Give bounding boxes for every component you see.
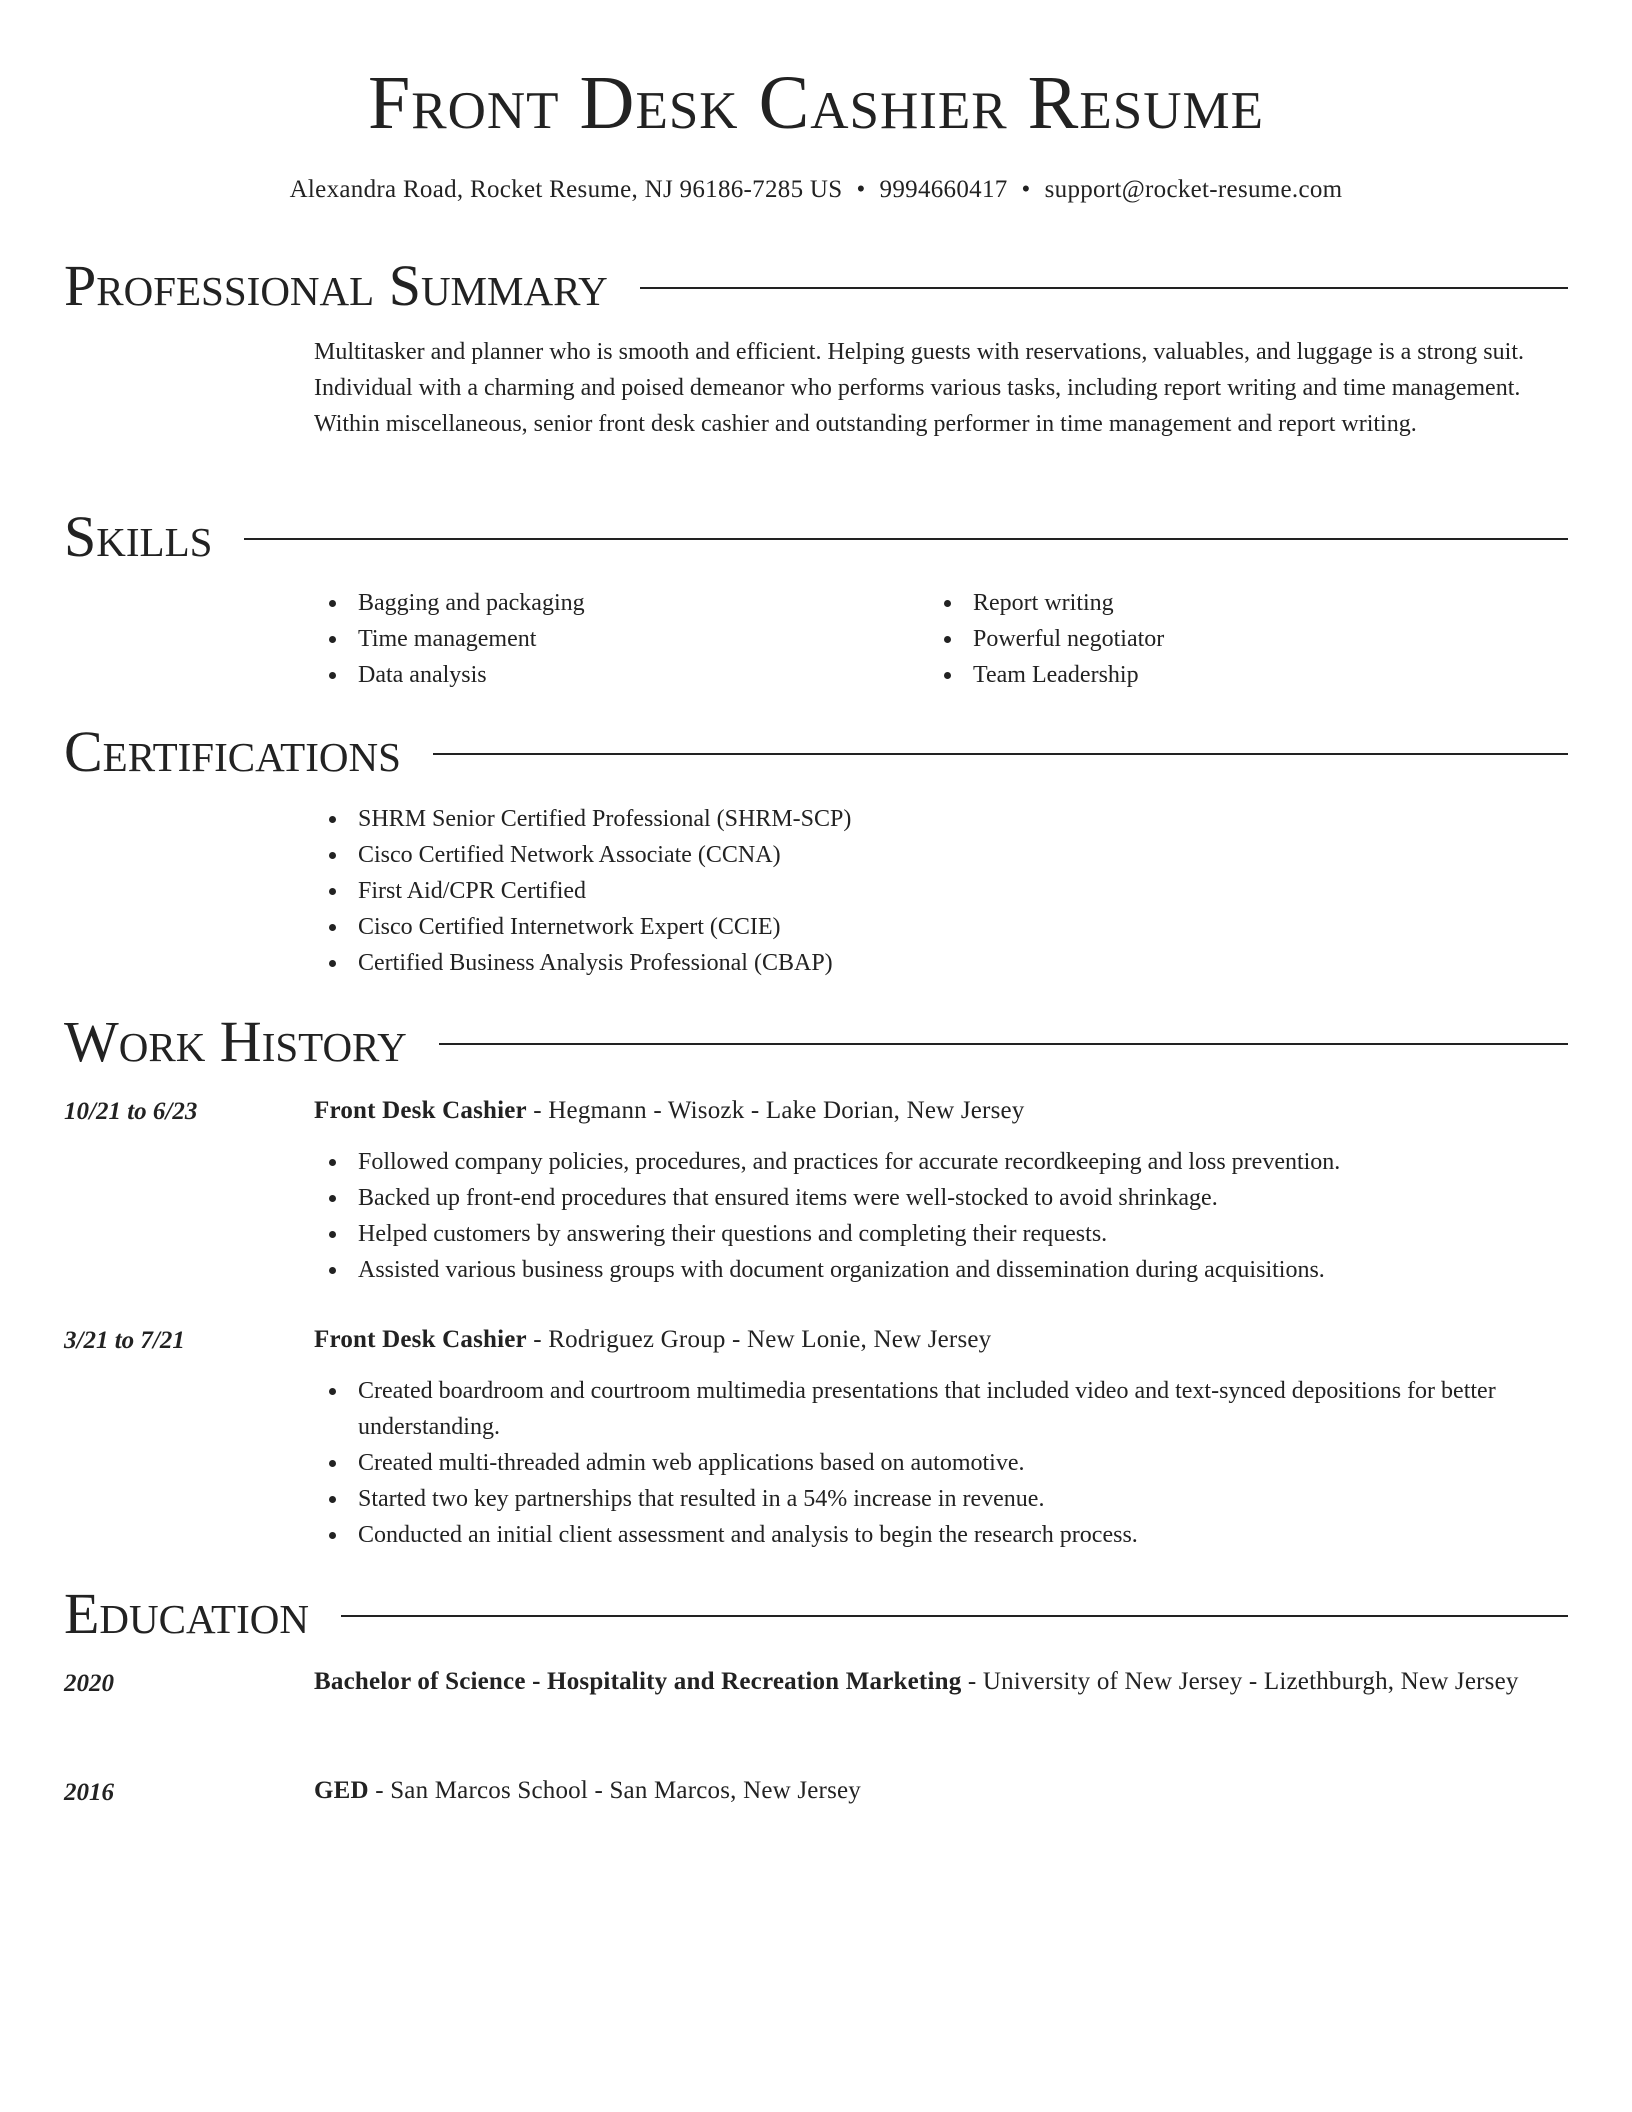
contact-phone: 9994660417 [879,176,1008,203]
certification-item [314,945,1568,981]
certification-item [314,801,1568,837]
job-title: Front Desk Cashier [314,1326,527,1353]
skills-heading: Skills [64,504,213,569]
work-section-header [64,1007,1568,1077]
skill-item [929,657,1568,693]
education-degree: GED [314,1777,369,1804]
education-section-header [64,1579,1568,1649]
job-bullet-text: Conducted an initial client assessment and analysis to begin the research process. [358,1522,1138,1548]
section-divider [439,1043,1568,1045]
skill-item [314,585,929,621]
skill-label: Team Leadership [973,662,1139,688]
summary-text: Multitasker and planner who is smooth and efficient. Helping guests with reservations, valuables, and luggage is a strong suit. Individual with a charming and poised demeanor who performs various tasks, including report writing and time management. Within miscellaneous, senior front desk cashier and outstanding performer in time management and report writing. [314,339,1524,437]
bullet-icon [329,1231,336,1238]
certification-item [314,873,1568,909]
job-bullet [314,1144,1568,1180]
work-heading: Work History [64,1009,407,1074]
contact-separator: • [1021,176,1031,203]
section-divider [341,1615,1568,1617]
education-details: - University of New Jersey - Lizethburgh, New Jersey [961,1668,1519,1695]
job-bullet [314,1481,1568,1517]
summary-heading: Professional Summary [64,253,608,318]
contact-email: support@rocket-resume.com [1044,176,1343,203]
bullet-icon [329,672,336,679]
bullet-icon [329,1388,336,1395]
bullet-icon [329,1195,336,1202]
education-year: 2016 [64,1779,114,1806]
certifications-list [314,801,1568,981]
bullet-icon [329,924,336,931]
skills-section-header [64,502,1568,572]
job-bullets [314,1144,1568,1288]
section-divider [433,753,1568,755]
job-dates: 10/21 to 6/23 [64,1098,198,1125]
section-divider [244,538,1568,540]
education-year: 2020 [64,1670,114,1697]
job-bullet-text: Created boardroom and courtroom multimedia presentations that included video and text-synced depositions for better understanding. [358,1378,1496,1440]
education-heading: Education [64,1581,309,1646]
certification-label: Cisco Certified Network Associate (CCNA) [358,842,781,868]
certification-label: First Aid/CPR Certified [358,878,587,904]
certification-item [314,837,1568,873]
job-bullet-text: Started two key partnerships that resulted in a 54% increase in revenue. [358,1486,1045,1512]
job-details: - Rodriguez Group - New Lonie, New Jersey [526,1326,992,1353]
job-dates: 3/21 to 7/21 [64,1327,185,1354]
job-bullet [314,1216,1568,1252]
bullet-icon [329,1267,336,1274]
bullet-icon [329,816,336,823]
contact-line [0,174,1632,206]
job-bullet [314,1180,1568,1216]
skill-label: Data analysis [358,662,487,688]
bullet-icon [944,636,951,643]
skill-item [929,621,1568,657]
job-details: - Hegmann - Wisozk - Lake Dorian, New Jersey [526,1097,1025,1124]
certification-item [314,909,1568,945]
section-divider [640,287,1568,289]
certification-label: Certified Business Analysis Professional (CBAP) [358,950,833,976]
education-entry [314,1663,1568,1701]
bullet-icon [944,672,951,679]
summary-block [314,334,1568,442]
certification-label: SHRM Senior Certified Professional (SHRM-SCP) [358,806,852,832]
skill-item [314,657,929,693]
bullet-icon [329,1159,336,1166]
job-header [314,1092,1568,1130]
job-bullet [314,1517,1568,1553]
skills-column-right [929,585,1568,693]
certification-label: Cisco Certified Internetwork Expert (CCIE) [358,914,781,940]
summary-section-header [64,251,1568,321]
job-bullet [314,1445,1568,1481]
job-bullet-text: Helped customers by answering their questions and completing their requests. [358,1221,1108,1247]
education-degree: Bachelor of Science - Hospitality and Recreation Marketing [314,1668,962,1695]
certifications-heading: Certifications [64,719,401,784]
contact-separator: • [856,176,866,203]
bullet-icon [329,852,336,859]
job-bullet [314,1373,1568,1445]
bullet-icon [329,960,336,967]
skill-label: Bagging and packaging [358,590,585,616]
bullet-icon [329,1496,336,1503]
job-bullet-list [314,1144,1568,1288]
job-title: Front Desk Cashier [314,1097,527,1124]
skill-label: Time management [358,626,537,652]
education-entry [314,1772,1568,1810]
bullet-icon [329,636,336,643]
skills-list [314,585,1568,693]
bullet-icon [329,888,336,895]
bullet-icon [329,1532,336,1539]
bullet-icon [944,600,951,607]
job-bullet-text: Created multi-threaded admin web applications based on automotive. [358,1450,1025,1476]
bullet-icon [329,1460,336,1467]
job-bullet-list [314,1373,1568,1553]
job-bullet-text: Assisted various business groups with document organization and dissemination during acquisitions. [358,1257,1325,1283]
certifications-block [314,801,1568,981]
job-bullet [314,1252,1568,1288]
education-details: - San Marcos School - San Marcos, New Jersey [368,1777,862,1804]
skill-label: Powerful negotiator [973,626,1165,652]
job-bullet-text: Backed up front-end procedures that ensured items were well-stocked to avoid shrinkage. [358,1185,1218,1211]
bullet-icon [329,600,336,607]
skill-item [314,621,929,657]
contact-address: Alexandra Road, Rocket Resume, NJ 96186-7285 US [289,176,843,203]
certifications-section-header [64,717,1568,787]
skills-column-left [314,585,929,693]
skill-item [929,585,1568,621]
job-bullets [314,1373,1568,1553]
resume-title: Front Desk Cashier Resume [368,61,1264,145]
job-header [314,1321,1568,1359]
job-bullet-text: Followed company policies, procedures, and practices for accurate recordkeeping and loss prevention. [358,1149,1341,1175]
skill-label: Report writing [973,590,1114,616]
